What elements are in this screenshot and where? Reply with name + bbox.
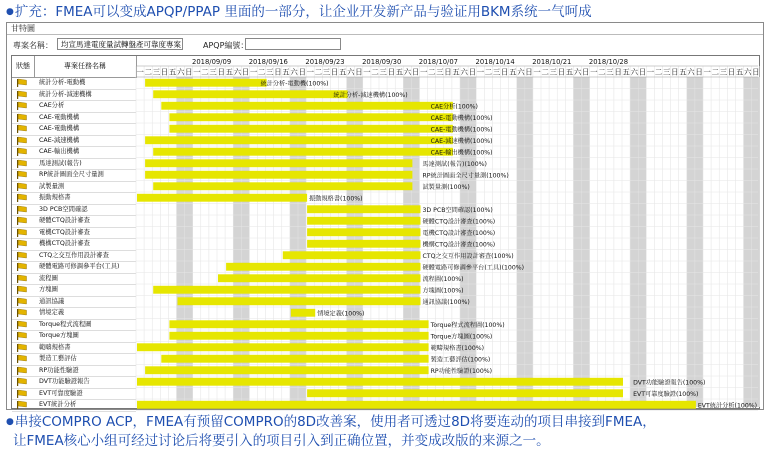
flag-icon [17, 263, 27, 271]
day-letter: 二 [711, 67, 720, 77]
task-name: DVT功能驗證報告 [39, 378, 90, 385]
flag-icon [17, 344, 27, 352]
bottom-note-2: 让FMEA核心小组可经过讨论后将要引入的项目引入到正确位置，并变成改版的来源之一。 [13, 433, 550, 449]
day-letter: 日 [355, 67, 363, 77]
flag-icon [17, 378, 27, 386]
day-letter: 二 [598, 67, 606, 77]
task-name: 方塊圖 [39, 286, 58, 293]
task-name: 範疇規格書 [39, 343, 71, 351]
day-letter: 日 [444, 67, 452, 77]
task-bar [307, 228, 420, 236]
task-bar [153, 286, 420, 294]
task-name: RP統計圖面全尺寸量測 [39, 171, 104, 178]
task-bar [153, 90, 347, 98]
flag-icon [17, 171, 27, 179]
day-letter: 日 [695, 67, 703, 77]
week-date-label: 2018/09/09 [192, 58, 232, 66]
task-name: CAE分析 [39, 102, 65, 109]
day-letter: 六 [687, 67, 695, 77]
task-bar-label: CAE分析(100%) [430, 103, 478, 111]
task-bar-label: 電機CTQ設計審查(100%) [422, 230, 496, 237]
day-letter: 一 [306, 67, 315, 77]
bullet-icon: ● [6, 7, 14, 17]
task-bar [161, 355, 428, 363]
task-bar [226, 263, 420, 271]
day-letter: 三 [719, 67, 728, 77]
day-letter: 日 [387, 67, 396, 77]
day-letter: 一 [136, 67, 144, 77]
flag-icon [17, 79, 27, 87]
task-bar-label: CAE-電動機構(100%) [430, 115, 493, 122]
task-name: 通訊協議 [39, 297, 65, 305]
day-letter: 五 [339, 67, 347, 77]
task-bar [153, 182, 412, 190]
task-name: CAE-減速機構 [39, 136, 80, 144]
flag-icon [17, 321, 27, 329]
weekend-shade [573, 77, 581, 407]
week-date-label: 2018/10/21 [532, 58, 572, 66]
flag-icon [17, 148, 27, 156]
task-name: 機構CTQ設計審查 [39, 240, 90, 247]
day-letter: 三 [436, 67, 444, 77]
week-date-label: 2018/09/30 [362, 58, 402, 66]
task-bar [307, 240, 420, 248]
task-bar [137, 194, 307, 202]
task-bar-label: Torque程式流程圖(100%) [430, 322, 505, 329]
task-name: 情境定義 [39, 309, 65, 316]
task-name: 硬體電路可修調參平台(工具) [39, 263, 120, 270]
task-bar-label: 機構CTQ設計審查(100%) [422, 241, 496, 249]
flag-icon [17, 401, 27, 409]
task-bar-label: RP功能性驗證(100%) [430, 368, 493, 375]
day-letter: 六 [233, 67, 242, 77]
day-letter: 日 [501, 67, 509, 77]
day-letter: 三 [379, 67, 387, 77]
task-bar [169, 113, 453, 121]
flag-icon [17, 252, 27, 260]
day-letter: 三 [152, 67, 161, 77]
task-name: Torque方塊圖 [39, 332, 79, 339]
task-name: CTQ之交互作用設計審查 [39, 251, 109, 259]
day-letter: 日 [217, 67, 225, 77]
flag-icon [17, 275, 27, 283]
flag-icon [17, 309, 27, 317]
task-row[interactable] [12, 399, 136, 412]
day-letter: 二 [428, 67, 436, 77]
apqp-number-field[interactable] [245, 38, 341, 50]
task-bar-label: 統計分析-電動機(100%) [260, 80, 329, 88]
gantt-timeline [136, 56, 760, 410]
day-letter: 三 [266, 67, 274, 77]
task-bar [145, 136, 453, 144]
flag-icon [17, 160, 27, 168]
task-bar [307, 217, 420, 225]
day-letter: 日 [241, 67, 250, 77]
weekend-shade [517, 77, 525, 407]
week-date-label: 2018/10/14 [475, 58, 515, 66]
flag-icon [17, 298, 27, 306]
task-name: EVT可靠度驗證 [39, 389, 83, 397]
project-name-field[interactable]: 均宣馬達電度量試轉盤產可靠度專案 [57, 38, 183, 50]
day-letter: 日 [557, 67, 566, 77]
task-name: 電機CTQ設計審查 [39, 228, 90, 236]
week-date-label: 2018/10/28 [588, 58, 629, 66]
day-letter: 三 [492, 67, 501, 77]
project-name-label: 專案名稱： [13, 41, 53, 50]
task-bar [178, 297, 421, 305]
task-bar-label: CAE-輸出機構(100%) [430, 149, 493, 157]
task-name: CAE-輸出機構 [39, 148, 80, 155]
day-letter: 五 [622, 67, 630, 77]
task-name: Torque程式流程圖 [39, 320, 92, 328]
task-bar [161, 102, 453, 110]
day-letter: 六 [403, 67, 412, 77]
task-bar-label: RP統計圖面全尺寸量測(100%) [422, 172, 509, 180]
day-letter: 一 [420, 67, 428, 77]
bottom-note-text-1: 串接COMPRO ACP，FMEA有预留COMPRO的8D改善案，使用者可透过8D将要连动的项目串接到FMEA， [14, 414, 656, 430]
gantt-grid [11, 55, 760, 409]
day-letter: 三 [209, 67, 217, 77]
task-bar-label: 馬達測試(報告)(100%) [422, 161, 487, 168]
flag-icon [17, 125, 27, 133]
task-name-column-header: 專案任務名稱 [34, 56, 137, 78]
task-bar [145, 79, 267, 87]
task-bar-label: 硬體CTQ設計審查(100%) [422, 218, 496, 226]
task-bar-label: EVT可靠度驗證(100%) [633, 391, 699, 398]
day-letter: 六 [744, 67, 752, 77]
flag-icon [17, 286, 27, 294]
apqp-number-label: APQP編號： [203, 41, 249, 50]
weekend-shade [525, 77, 533, 407]
day-letter: 二 [541, 67, 549, 77]
day-letter: 日 [160, 67, 169, 77]
day-letter: 日 [468, 67, 477, 77]
weekend-shade [687, 77, 695, 407]
week-date-label: 2018/09/23 [305, 58, 345, 66]
task-bar [145, 171, 412, 179]
weekend-shade [638, 77, 646, 407]
day-letter: 三 [322, 67, 331, 77]
day-letter: 一 [363, 67, 371, 77]
day-letter: 二 [144, 67, 153, 77]
weekend-shade [582, 77, 590, 407]
week-date-label: 2018/10/07 [418, 58, 458, 66]
day-letter: 日 [298, 67, 306, 77]
task-name: EVT統計分析 [39, 401, 77, 408]
bullet-icon: ● [6, 417, 14, 427]
weekend-shade [695, 77, 703, 407]
flag-icon [17, 217, 27, 225]
task-bar [145, 366, 429, 374]
day-letter: 一 [590, 67, 598, 77]
day-letter: 日 [614, 67, 622, 77]
top-note [6, 4, 592, 20]
task-bar-label: 方塊圖(100%) [422, 287, 464, 295]
flag-icon [17, 332, 27, 340]
weekend-shade [752, 77, 760, 407]
flag-icon [17, 206, 27, 214]
day-letter: 一 [703, 67, 711, 77]
week-date-label: 2018/09/16 [248, 58, 288, 66]
day-letter: 一 [646, 67, 655, 77]
task-name: 製造工藝評估 [39, 355, 77, 362]
weekend-shade [744, 77, 752, 407]
gantt-window [6, 22, 764, 410]
day-letter: 二 [201, 67, 209, 77]
task-bar-label: 硬體電路可修調參平台(工具)(100%) [422, 264, 525, 272]
day-letter: 日 [411, 67, 420, 77]
day-letter: 一 [476, 67, 485, 77]
task-name: CAE-電動機構 [39, 125, 80, 132]
day-letter: 五 [282, 67, 290, 77]
task-name: 硬體CTQ設計審查 [39, 217, 90, 224]
day-letter: 六 [347, 67, 355, 77]
flag-icon [17, 102, 27, 110]
task-bar-label: CAE-電動機構(100%) [430, 126, 493, 134]
day-letter: 日 [727, 67, 736, 77]
task-bar [153, 148, 453, 156]
day-letter: 三 [663, 67, 671, 77]
day-letter: 三 [549, 67, 558, 77]
task-bar [218, 274, 421, 282]
task-bar-label: EVT統計分析(100%) [697, 402, 758, 410]
day-letter: 日 [671, 67, 679, 77]
flag-icon [17, 229, 27, 237]
day-letter: 二 [258, 67, 266, 77]
task-name: 流程圖 [39, 274, 58, 282]
day-letter: 日 [185, 67, 193, 77]
day-letter: 日 [582, 67, 590, 77]
day-letter: 二 [654, 67, 663, 77]
flag-icon [17, 355, 27, 363]
day-letter: 日 [752, 67, 760, 77]
task-name: 振動規格書 [39, 194, 71, 201]
task-bar [137, 401, 696, 409]
day-letter: 二 [371, 67, 379, 77]
task-bar-label: 製造工藝評估(100%) [430, 356, 491, 364]
top-note-text: 扩充：FMEA可以变成APQP/PPAP 里面的一部分，让企业开发新产品与验证用BKM系统一气呵成 [14, 4, 592, 20]
task-bar [169, 332, 428, 340]
flag-icon [17, 91, 27, 99]
day-letter: 六 [177, 67, 185, 77]
day-letter: 五 [565, 67, 574, 77]
task-bar [169, 320, 428, 328]
day-letter: 二 [314, 67, 323, 77]
task-bar [137, 378, 623, 386]
task-bar [291, 309, 315, 317]
day-letter: 六 [573, 67, 582, 77]
task-bar-label: 流程圖(100%) [422, 276, 464, 283]
task-bar [307, 389, 623, 397]
day-letter: 五 [509, 67, 517, 77]
status-column-header: 狀態 [12, 56, 35, 78]
flag-icon [17, 114, 27, 122]
task-bar-label: DVT功能驗證報告(100%) [633, 379, 706, 387]
day-letter: 一 [249, 67, 258, 77]
day-letter: 五 [452, 67, 460, 77]
task-name: 試製量測 [39, 182, 65, 190]
task-name: 統計分析-電動機 [39, 79, 86, 86]
day-letter: 一 [533, 67, 541, 77]
task-bar-label: 情境定義(100%) [317, 310, 365, 318]
day-letter: 日 [330, 67, 339, 77]
task-name: 3D PCB空間確認 [39, 205, 88, 213]
day-letter: 五 [679, 67, 687, 77]
day-letter: 六 [517, 67, 525, 77]
task-bar-label: 振動規格書(100%) [309, 195, 363, 203]
flag-icon [17, 367, 27, 375]
day-letter: 五 [395, 67, 404, 77]
window-title: 甘特圖 [7, 23, 763, 35]
flag-icon [17, 137, 27, 145]
task-bar-label: CAE-減速機構(100%) [430, 138, 493, 145]
flag-icon [17, 194, 27, 202]
task-name: 統計分析-減速機構 [39, 90, 92, 98]
day-letter: 一 [193, 67, 201, 77]
task-bar-label: 試製量測(100%) [422, 184, 470, 191]
day-letter: 六 [460, 67, 468, 77]
task-bar-label: Torque方塊圖(100%) [430, 333, 493, 341]
day-letter: 六 [630, 67, 639, 77]
task-bar [307, 205, 420, 213]
day-letter: 日 [274, 67, 282, 77]
task-bar [145, 159, 412, 167]
task-bar-label: 統計分析-減速機構(100%) [333, 92, 408, 99]
day-letter: 二 [484, 67, 493, 77]
bottom-note-1 [6, 414, 656, 430]
day-letter: 五 [168, 67, 177, 77]
task-bar-label: 範疇規格書(100%) [430, 345, 485, 352]
day-letter: 六 [290, 67, 298, 77]
task-bar [137, 343, 429, 351]
task-name: 馬達測試(報告) [39, 159, 82, 167]
day-letter: 五 [735, 67, 744, 77]
day-letter: 日 [638, 67, 647, 77]
day-letter: 三 [606, 67, 614, 77]
weekend-shade [630, 77, 638, 407]
task-bar-label: 3D PCB空間確認(100%) [422, 207, 493, 214]
task-name: RP功能性驗證 [39, 366, 79, 374]
flag-icon [17, 183, 27, 191]
task-bar-label: CTQ之交互作用設計審查(100%) [422, 253, 514, 260]
task-bar [169, 125, 453, 133]
day-letter: 日 [525, 67, 533, 77]
task-name: CAE-電動機構 [39, 113, 80, 121]
task-bar-label: 通訊協議(100%) [422, 299, 470, 306]
day-letter: 五 [225, 67, 234, 77]
flag-icon [17, 390, 27, 398]
task-bar [283, 251, 421, 259]
flag-icon [17, 240, 27, 248]
